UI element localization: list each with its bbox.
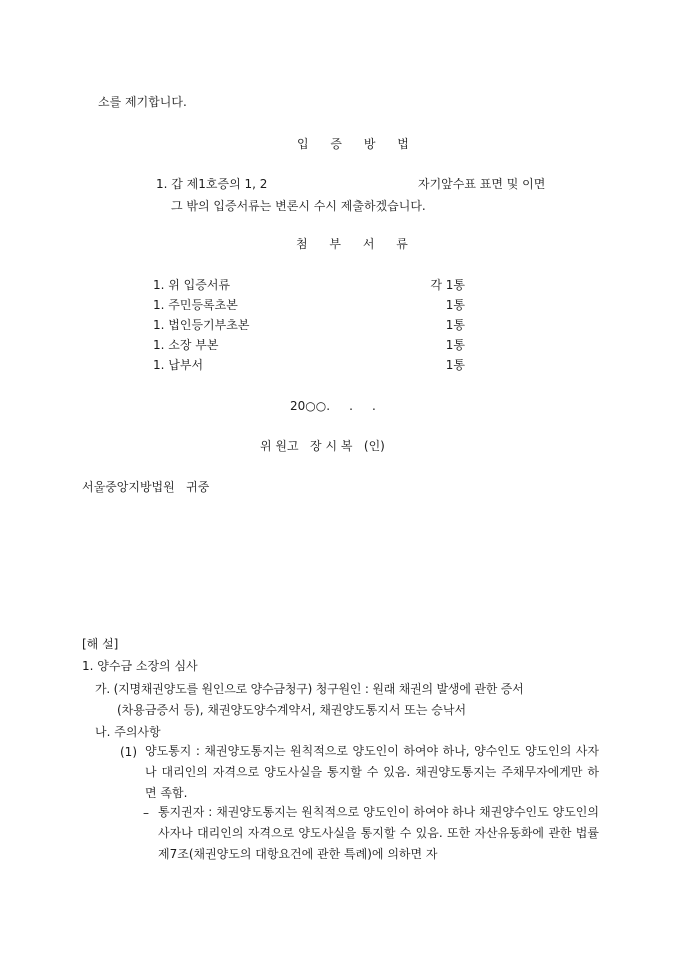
item-na: 나. 주의사항 — [95, 725, 161, 739]
attachment-name: 1. 납부서 — [153, 358, 204, 372]
item-ga-line2: (차용금증서 등), 채권양도양수계약서, 채권양도통지서 또는 승낙서 — [117, 703, 467, 717]
attachment-item — [153, 357, 465, 373]
sub1-text: 양도통지 : 채권양도통지는 원칙적으로 양도인이 하여야 하나, 양수인도 양도인의 사자나 대리인의 자격으로 양도사실을 통지할 수 있음. 채권양도통지는 주채무자에게만 하면 족함. — [145, 744, 599, 800]
date-line: 20○○. . . — [290, 399, 376, 413]
intro-line: 소를 제기합니다. — [98, 95, 187, 109]
sub1-label: (1) — [120, 745, 137, 759]
court-line: 서울중앙지방법원 귀중 — [82, 480, 210, 494]
attachment-name: 1. 소장 부본 — [153, 338, 219, 352]
attachment-name: 1. 법인등기부초본 — [153, 318, 250, 332]
attachment-qty: 각 1통 — [430, 278, 465, 292]
attachment-item — [153, 337, 465, 353]
evidence-heading: 입 증 방 법 — [297, 137, 418, 151]
attachment-name: 1. 주민등록초본 — [153, 298, 238, 312]
attachment-item — [153, 277, 465, 293]
commentary-label: [해 설] — [82, 637, 119, 651]
attachment-name: 1. 위 입증서류 — [153, 278, 231, 292]
attachment-qty: 1통 — [445, 338, 465, 352]
attachments-heading: 첨 부 서 류 — [296, 237, 417, 251]
attachment-qty: 1통 — [445, 358, 465, 372]
item-ga-line1: 가. (지명채권양도를 원인으로 양수금청구) 청구원인 : 원래 채권의 발생에 관한 증서 — [95, 682, 524, 696]
section1-title: 1. 양수금 소장의 심사 — [82, 659, 198, 673]
evidence-line1-left: 1. 갑 제1호증의 1, 2 — [156, 177, 268, 191]
dash-label: – — [143, 806, 149, 820]
attachment-item — [153, 317, 465, 333]
evidence-line2: 그 밖의 입증서류는 변론시 수시 제출하겠습니다. — [171, 199, 426, 213]
attachment-qty: 1통 — [445, 318, 465, 332]
attachment-qty: 1통 — [445, 298, 465, 312]
evidence-line1-right: 자기앞수표 표면 및 이면 — [418, 177, 546, 191]
dash-text: 통지권자 : 채권양도통지는 원칙적으로 양도인이 하여야 하나 채권양수인도 양도인의 사자나 대리인의 자격으로 양도사실을 통지할 수 있음. 또한 자산유동화에 관한 법률 제7조(채권양도의 대항요건에 관한 특례)에 의하면 자 — [158, 805, 599, 861]
attachment-item — [153, 297, 465, 313]
plaintiff-line: 위 원고 장 시 복 (인) — [260, 439, 385, 453]
